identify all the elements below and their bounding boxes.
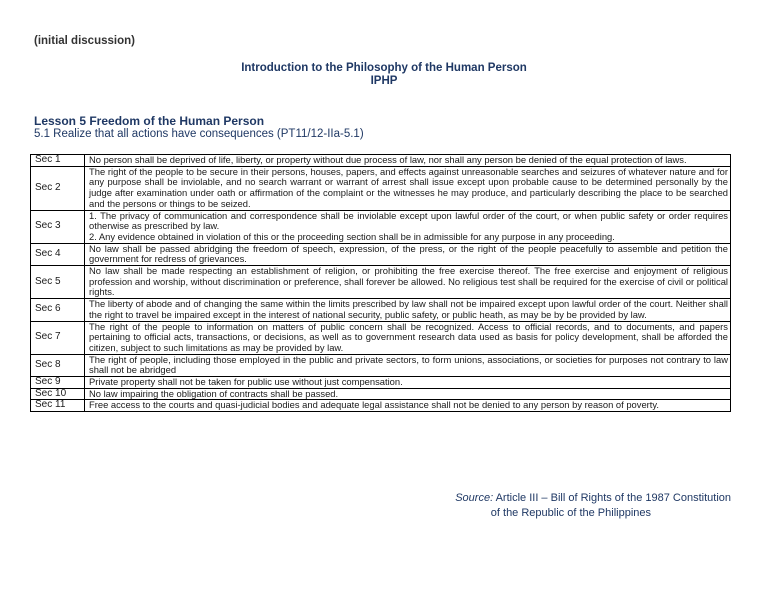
section-text [85,210,731,243]
section-number: Sec 10 [31,388,85,400]
source-line-2: of the Republic of the Philippines [490,507,651,519]
section-text: No person shall be deprived of life, liberty, or property without due process of law, nor shall any person be denied of the equal protection of laws. [85,155,731,167]
section-text: No law impairing the obligation of contracts shall be passed. [85,388,731,400]
section-number: Sec 1 [31,155,85,167]
table-row [31,400,731,412]
discussion-note: (initial discussion) [34,35,135,47]
section-number: Sec 9 [31,377,85,389]
source-label: Source: [455,492,494,504]
table-row [31,266,731,299]
table-row [31,354,731,376]
section-number: Sec 8 [31,354,85,376]
section-number: Sec 3 [31,210,85,243]
table-row [31,155,731,167]
section-number: Sec 4 [31,243,85,265]
section-number: Sec 2 [31,166,85,210]
table-row [31,321,731,354]
table-row [31,388,731,400]
source-citation [331,491,731,521]
section-text: Private property shall not be taken for public use without just compensation. [85,377,731,389]
section-number: Sec 7 [31,321,85,354]
lesson-title: Lesson 5 Freedom of the Human Person [34,114,265,128]
table-row [31,299,731,321]
section-clause-2: 2. Any evidence obtained in violation of this or the proceeding section shall be in admissible for any purpose in any proceeding. [89,230,615,242]
table-row [31,377,731,389]
document-subtitle: IPHP [370,75,398,87]
section-text: The right of the people to be secure in their persons, houses, papers, and effects against unreasonable searches and seizures of whatever nature and for any purpose shall be inviolable, and no search warrant or warrant of arrest shall issue except upon probable cause to be determined personally by the judge after examination under oath or affirmation of the complaint or the witnesses he may produce, and particularly describing the place to be searched and the persons or things to be seized. [85,166,731,210]
section-text: No law shall be made respecting an establishment of religion, or prohibiting the free exercise thereof. The free exercise and enjoyment of religious profession and worship, without discrimination or preference, shall forever be allowed. No religious test shall be required for the exercise of civil or political rights. [85,266,731,299]
lesson-competency: 5.1 Realize that all actions have consequences (PT11/12-IIa-5.1) [34,128,364,140]
section-number: Sec 6 [31,299,85,321]
section-number: Sec 11 [31,400,85,412]
table-row [31,243,731,265]
section-text: The liberty of abode and of changing the same within the limits prescribed by law shall not be impaired except upon lawful order of the court. Neither shall the right to travel be impaired except in the interest of national security, public safety, or public heath, as may be by be provided by law. [85,299,731,321]
section-text: No law shall be passed abridging the freedom of speech, expression, of the press, or the right of the people peacefully to assemble and petition the government for redress of grievances. [85,243,731,265]
document-header [0,62,768,88]
source-line-1: Article III – Bill of Rights of the 1987 Constitution [495,492,731,504]
document-title: Introduction to the Philosophy of the Human Person [241,62,527,74]
section-text: The right of people, including those employed in the public and private sectors, to form unions, associations, or societies for purposes not contrary to law shall not be abridged [85,354,731,376]
section-clause-1: 1. The privacy of communication and correspondence shall be inviolable except upon lawful order of the court, or when public safety or order requires otherwise as prescribed by law. [89,209,728,232]
table-row [31,210,731,243]
section-number: Sec 5 [31,266,85,299]
bill-of-rights-table [30,154,731,412]
table-row [31,166,731,210]
section-text: The right of the people to information on matters of public concern shall be recognized. Access to official records, and to documents, and papers pertaining to official acts, transactions, or decisions, as well as to government research data used as basis for policy development, shall be afforded the citizen, subject to such limitations as may be provided by law. [85,321,731,354]
section-text: Free access to the courts and quasi-judicial bodies and adequate legal assistance shall not be denied to any person by reason of poverty. [85,400,731,412]
